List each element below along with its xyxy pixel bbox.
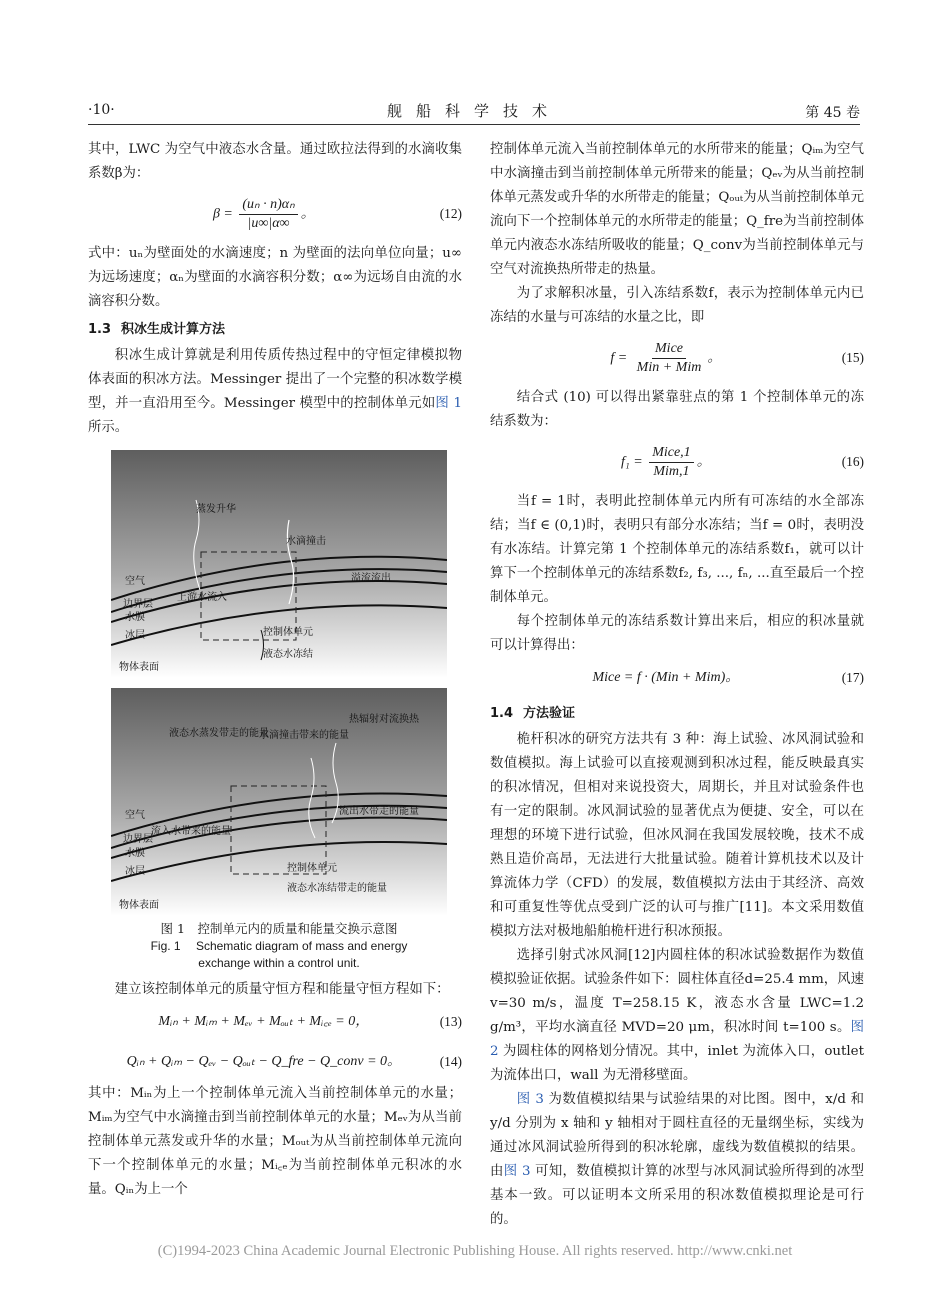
paragraph: 桅杆积冰的研究方法共有 3 种：海上试验、冰风洞试验和数值模拟。海上试验可以直接观测到积冰过程，能反映最真实的积冰情况，但相对来说投资大，周期长，并且对试验条件也有一定的限制。冰风洞试验的显著优点为便捷、安全，可以在理想的环境下进行试验，但冰风洞在我国发展较晚，技术不成熟且造价高昂，无法进行大批量试验。随着计算机技术以及计算流体力学（CFD）的发展，数值模拟方法由于其经济、高效和可重复性等优点受到广泛的认可与推广[11]。本文采用数值模拟方法对极地船舶桅杆进行积冰预报。 xyxy=(490,732,864,939)
figure-link[interactable]: 图 1 xyxy=(435,396,462,411)
equation-16: f₁ = $\frac{\text{Mice,1}}{\text{Mim,1}}$ 。 (16) xyxy=(620,444,864,479)
label-evapE: 液态水蒸发带走的能量 xyxy=(169,728,269,739)
figure-1a xyxy=(111,450,447,678)
label-cv: 控制体单元 xyxy=(287,863,337,874)
left-column xyxy=(88,138,462,1202)
section-heading: 1.3 积冰生成计算方法 xyxy=(88,322,226,337)
equation-14: Qᵢₙ + Qᵢₘ − Qₑᵥ − Qₒᵤₜ − Q_fre − Q_conv = 0。 (14) xyxy=(88,1042,462,1082)
right-column xyxy=(490,138,864,1232)
figure-link[interactable]: 图 2 xyxy=(490,1020,864,1059)
page-number: ·10· xyxy=(88,102,115,118)
equation-13: Mᵢₙ + Mᵢₘ + Mₑᵥ + Mₒᵤₜ + Mᵢ꜀ₑ = 0， (13) xyxy=(88,1002,462,1042)
paragraph: 选择引射式冰风洞[12]内圆柱体的积冰试验数据作为数值模拟验证依据。试验条件如下：圆柱体直径d=25.4 mm，风速 v=30 m/s，温度 T=258.15 K，液态水含量 LWC=1.2 g/m³，平均水滴直径 MVD=20 μm，积冰时间 t=100 s。图 2 为圆柱体的网格划分情况。其中，inlet 为流体入口，outlet 为流体出口，wall 为无滑移壁面。 xyxy=(490,948,864,1083)
paragraph: 为了求解积冰量，引入冻结系数f，表示为控制体单元内已冻结的水量与可冻结的水量之比，即 xyxy=(490,286,864,325)
equation-number: (17) xyxy=(841,670,864,685)
equation-12: β = $\frac{\text{(uₙ · n)αₙ}}{|u\infty|\alpha\infty}$ 。 (12) xyxy=(212,196,462,231)
equation-17: Mice = f · (Min + Mim)。 (17) xyxy=(490,658,864,698)
label-film: 水膜 xyxy=(125,612,145,623)
label-film: 水膜 xyxy=(125,848,145,859)
label-outE: 流出水带走的能量 xyxy=(339,806,419,817)
paragraph: 每个控制体单元的冻结系数计算出来后，相应的积冰量就可以计算得出： xyxy=(490,614,864,653)
paragraph: 其中：Mᵢₙ为上一个控制体单元流入当前控制体单元的水量；Mᵢₘ为空气中水滴撞击到当前控制体单元的水量；Mₑᵥ为从当前控制体单元蒸发或升华的水量；Mₒᵤₜ为从当前控制体单元流向下一个控制体单元的水量；Mᵢ꜀ₑ为当前控制体单元积冰的水量。Qᵢₙ为上一个 xyxy=(88,1086,462,1197)
paragraph: 积冰生成计算就是利用传质传热过程中的守恒定律模拟物体表面的积冰方法。Messinger 提出了一个完整的积冰数学模型，并一直沿用至今。Messinger 模型中的控制体单元如图 1 所示。 xyxy=(88,348,462,435)
figure-caption-en: exchange within a control unit. xyxy=(198,956,360,970)
label-ice: 冰层 xyxy=(125,866,145,877)
header-rule xyxy=(88,124,860,125)
label-air: 空气 xyxy=(125,576,145,587)
label-boundary: 边界层 xyxy=(123,599,153,610)
label-surface: 物体表面 xyxy=(119,662,159,673)
label-inE: 流入水带来的能量 xyxy=(151,826,231,837)
equation-number: (15) xyxy=(841,350,864,365)
label-impinge: 水滴撞击 xyxy=(286,536,326,547)
paragraph: 结合式 (10) 可以得出紧靠驻点的第 1 个控制体单元的冻结系数为： xyxy=(490,390,864,429)
page-header xyxy=(88,98,860,124)
label-rad: 热辐射对流换热 xyxy=(349,714,419,725)
paragraph: 式中：uₙ为壁面处的水滴速度；n 为壁面的法向单位向量；u∞为远场速度；αₙ为壁面的水滴容积分数；α∞为远场自由流的水滴容积分数。 xyxy=(88,246,462,309)
label-freezeE: 液态水冻结带走的能量 xyxy=(287,883,387,894)
label-air: 空气 xyxy=(125,810,145,821)
equation-number: (16) xyxy=(841,454,864,469)
paragraph: 控制体单元流入当前控制体单元的水所带来的能量；Qᵢₘ为空气中水滴撞击到当前控制体单元所带来的能量；Qₑᵥ为从当前控制体单元蒸发或升华的水所带走的能量；Qₒᵤₜ为从当前控制体单元流向下一个控制体单元的水所带走的能量；Q_fre为当前控制体单元内液态水冻结所吸收的能量；Q_conv为当前控制体单元与空气对流换热所带走的热量。 xyxy=(490,142,864,277)
label-boundary: 边界层 xyxy=(123,834,153,845)
figure-link[interactable]: 图 3 xyxy=(516,1092,544,1107)
copyright-footer: (C)1994-2023 China Academic Journal Electronic Publishing House. All rights reserved. http://www.cnki.net xyxy=(157,1243,793,1259)
section-heading: 1.4 方法验证 xyxy=(490,706,576,721)
figure-caption-cn: 图 1 控制单元内的质量和能量交换示意图 xyxy=(160,921,398,936)
label-evap: 蒸发升华 xyxy=(196,504,236,515)
figure-caption-en: Fig. 1 Schematic diagram of mass and energy xyxy=(150,939,408,953)
equation-number: (14) xyxy=(439,1054,462,1069)
paragraph: 其中，LWC 为空气中液态水含量。通过欧拉法得到的水滴收集系数β为： xyxy=(88,142,462,181)
figure-link[interactable]: 图 3 xyxy=(503,1164,531,1179)
label-surface: 物体表面 xyxy=(119,900,159,911)
label-impE: 水滴撞击带来的能量 xyxy=(259,730,349,741)
paragraph: 当f = 1时，表明此控制体单元内所有可冻结的水全部冻结；当f ∈ (0,1)时，表明只有部分水冻结；当f = 0时，表明没有水冻结。计算完第 1 个控制体单元的冻结系数f₁，就可以计算下一个控制体单元的冻结系数f₂, f₃, ..., fₙ, ...直至最后一个控制体单元。 xyxy=(490,494,864,605)
label-overflow: 溢流流出 xyxy=(351,573,391,584)
journal-title: 舰船科学技术 xyxy=(386,102,561,120)
equation-number: (12) xyxy=(439,206,462,221)
figure-1b xyxy=(111,688,447,972)
volume-label: 第 45 卷 xyxy=(805,105,860,121)
equation-number: (13) xyxy=(439,1014,462,1029)
label-ice: 冰层 xyxy=(125,630,145,641)
label-cv: 控制体单元 xyxy=(263,627,313,638)
paragraph: 图 3 为数值模拟结果与试验结果的对比图。图中，x/d 和 y/d 分别为 x 轴和 y 轴相对于圆柱直径的无量纲坐标，实线为通过冰风洞试验所得到的积冰轮廓，虚线为数值模拟的结果。由图 3 可知，数值模拟计算的冰型与冰风洞试验所得到的冰型基本一致。可以证明本文所采用的积冰数值模拟理论是可行的。 xyxy=(490,1092,864,1227)
equation-15: f = $\frac{\text{Mice}}{\text{Min + Mim}}$ 。 (15) xyxy=(610,340,864,375)
label-freeze: 液态水冻结 xyxy=(263,649,313,660)
paragraph: 建立该控制体单元的质量守恒方程和能量守恒方程如下： xyxy=(114,982,450,997)
label-inflow: 上游水流入 xyxy=(177,592,227,603)
